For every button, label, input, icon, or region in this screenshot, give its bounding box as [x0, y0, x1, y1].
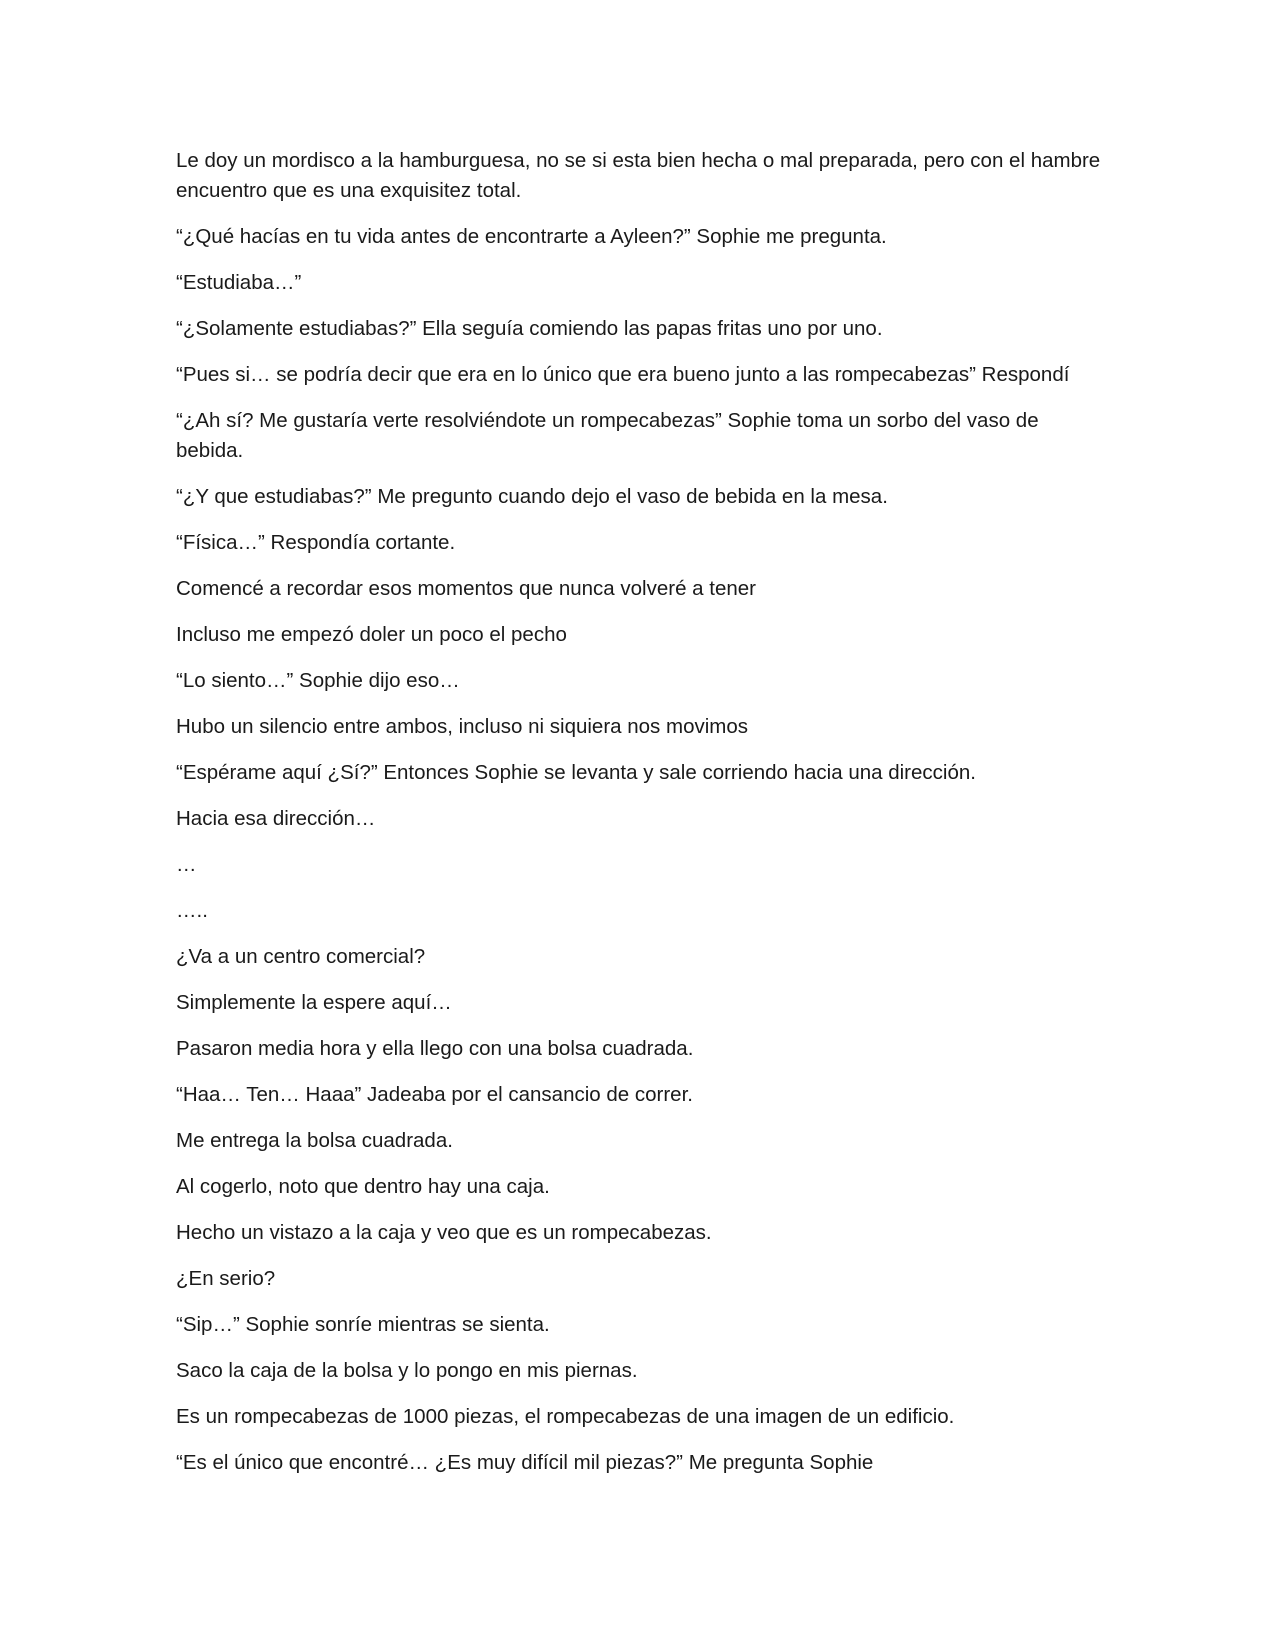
paragraph: Incluso me empezó doler un poco el pecho — [176, 623, 567, 646]
paragraph: Al cogerlo, noto que dentro hay una caja. — [176, 1175, 550, 1198]
paragraph: Es un rompecabezas de 1000 piezas, el rompecabezas de una imagen de un edificio. — [176, 1405, 955, 1428]
paragraph: “Espérame aquí ¿Sí?” Entonces Sophie se levanta y sale corriendo hacia una dirección. — [176, 761, 976, 784]
paragraph: ¿En serio? — [176, 1267, 276, 1290]
paragraph: Hubo un silencio entre ambos, incluso ni siquiera nos movimos — [176, 715, 749, 738]
paragraph: Le doy un mordisco a la hamburguesa, no se si esta bien hecha o mal preparada, pero con el hambre encuentro que es una exquisitez total. — [176, 149, 1101, 202]
paragraph: “Es el único que encontré… ¿Es muy difícil mil piezas?” Me pregunta Sophie — [176, 1451, 874, 1474]
paragraph: Me entrega la bolsa cuadrada. — [176, 1129, 453, 1152]
paragraph: “Haa… Ten… Haaa” Jadeaba por el cansancio de correr. — [176, 1083, 693, 1106]
paragraph: Pasaron media hora y ella llego con una bolsa cuadrada. — [176, 1037, 694, 1060]
paragraph: ….. — [176, 899, 208, 922]
paragraph: “Sip…” Sophie sonríe mientras se sienta. — [176, 1313, 550, 1336]
paragraph: “¿Y que estudiabas?” Me pregunto cuando dejo el vaso de bebida en la mesa. — [176, 485, 888, 508]
paragraph: “¿Solamente estudiabas?” Ella seguía comiendo las papas fritas uno por uno. — [176, 317, 883, 340]
paragraph: “Física…” Respondía cortante. — [176, 531, 456, 554]
paragraph: Comencé a recordar esos momentos que nunca volveré a tener — [176, 577, 757, 600]
paragraph: “Lo siento…” Sophie dijo eso… — [176, 669, 460, 692]
paragraph: “¿Ah sí? Me gustaría verte resolviéndote un rompecabezas” Sophie toma un sorbo del vaso de bebida. — [176, 409, 1039, 462]
paragraph: Saco la caja de la bolsa y lo pongo en mis piernas. — [176, 1359, 638, 1382]
paragraph: “Estudiaba…” — [176, 271, 302, 294]
paragraph: Hacia esa dirección… — [176, 807, 376, 830]
paragraph: “¿Qué hacías en tu vida antes de encontrarte a Ayleen?” Sophie me pregunta. — [176, 225, 887, 248]
paragraph: Hecho un vistazo a la caja y veo que es un rompecabezas. — [176, 1221, 712, 1244]
paragraph: ¿Va a un centro comercial? — [176, 945, 426, 968]
paragraph: … — [176, 853, 197, 876]
document-body — [176, 146, 1106, 1494]
paragraph: “Pues si… se podría decir que era en lo único que era bueno junto a las rompecabezas” Respondí — [176, 363, 1070, 386]
paragraph: Simplemente la espere aquí… — [176, 991, 452, 1014]
